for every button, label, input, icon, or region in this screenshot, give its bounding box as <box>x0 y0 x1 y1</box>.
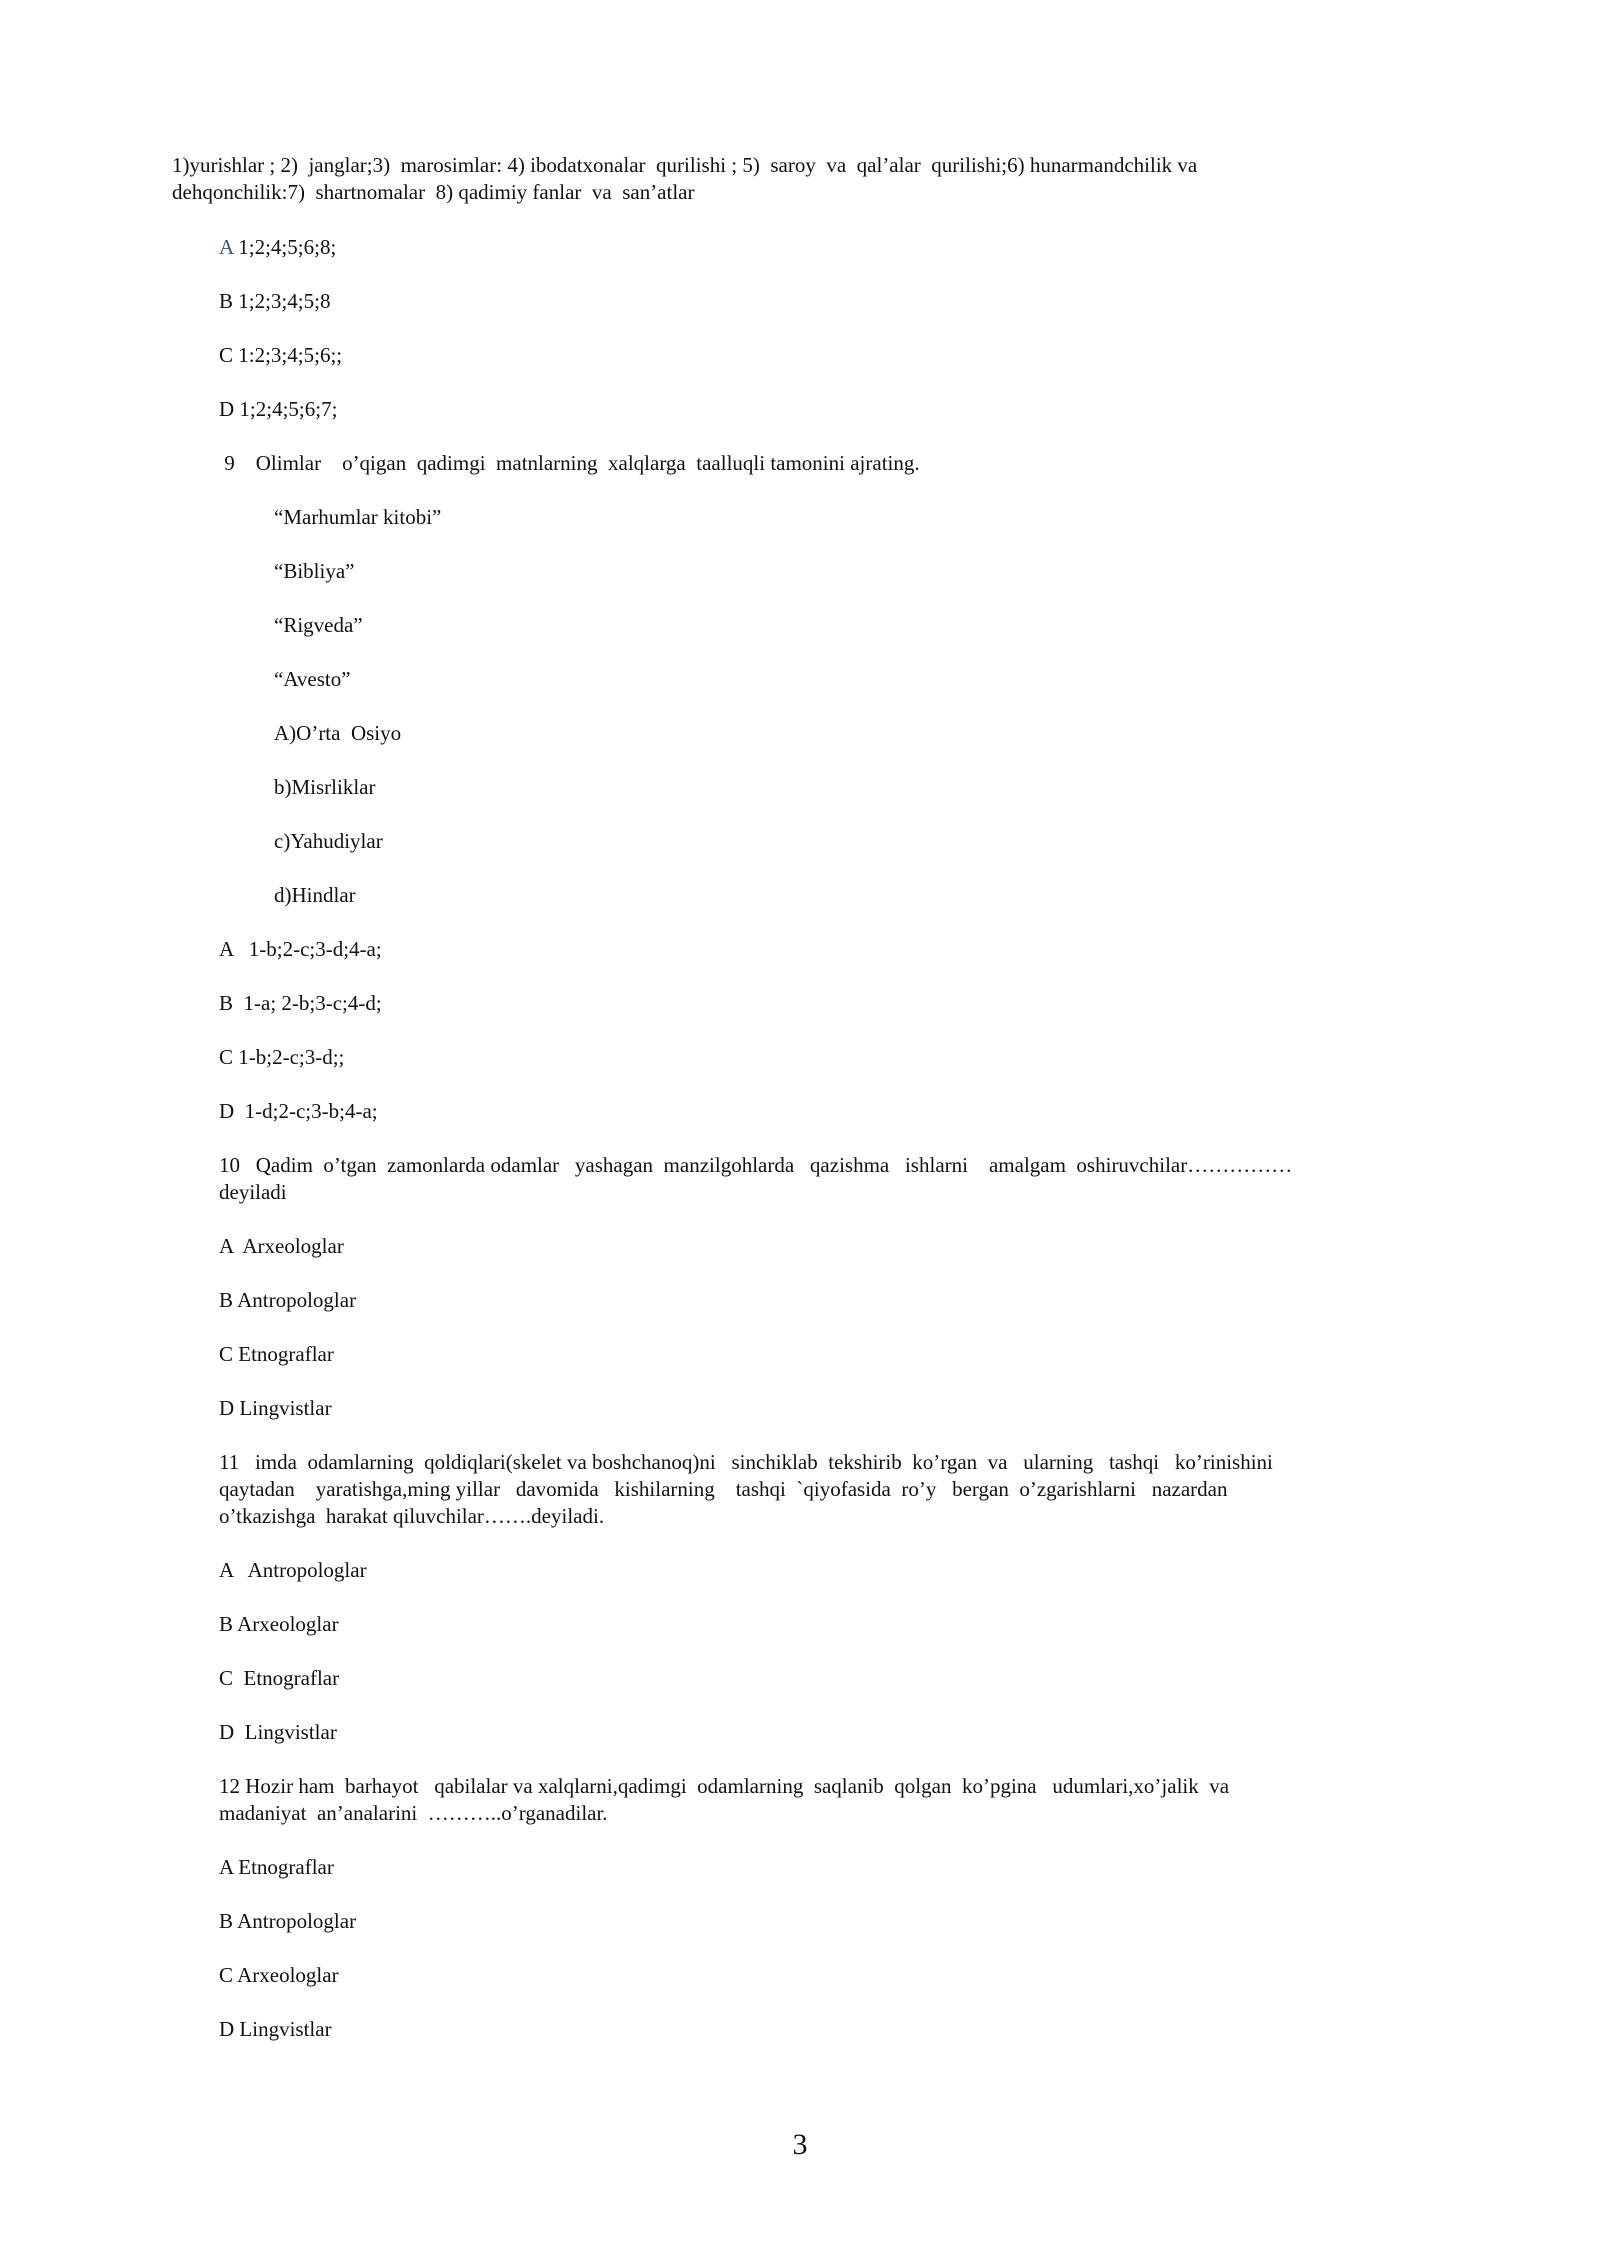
option-text: 1:2;3;4;5;6;; <box>233 343 343 367</box>
q11-option-a: A Antropologlar <box>219 1558 367 1582</box>
q9-question: 9 Olimlar o’qigan qadimgi matnlarning xalqlarga taalluqli tamonini ajrating. <box>219 451 920 475</box>
q10-option-b: B Antropologlar <box>219 1288 357 1312</box>
q10-option-a: A Arxeologlar <box>219 1234 344 1258</box>
option-letter: B <box>219 289 234 313</box>
q11-option-b: B Arxeologlar <box>219 1612 339 1636</box>
q12-option-a: A Etnograflar <box>219 1855 334 1879</box>
q8-option-b <box>219 288 330 315</box>
q11-question-line-1: 11 imda odamlarning qoldiqlari(skelet va boshchanoq)ni sinchiklab tekshirib ko’rgan va ularning tashqi ko’rinishini <box>219 1450 1273 1474</box>
q11-option-c: C Etnograflar <box>219 1666 340 1690</box>
intro-line-1: 1)yurishlar ; 2) janglar;3) marosimlar: 4) ibodatxonalar qurilishi ; 5) saroy va qal’alar qurilishi;6) hunarmandchilik va <box>172 153 1198 177</box>
intro-line-2: dehqonchilik:7) shartnomalar 8) qadimiy fanlar va san’atlar <box>172 180 695 204</box>
q12-option-b: B Antropologlar <box>219 1909 357 1933</box>
q9-people-d: d)Hindlar <box>274 883 356 907</box>
q9-text-4: “Avesto” <box>274 667 351 691</box>
option-text: 1;2;4;5;6;7; <box>234 397 338 421</box>
q11-option-d: D Lingvistlar <box>219 1720 337 1744</box>
q12-option-c: C Arxeologlar <box>219 1963 339 1987</box>
q8-option-a <box>219 234 336 261</box>
q12-question-line-1: 12 Hozir ham barhayot qabilalar va xalqlarni,qadimgi odamlarning saqlanib qolgan ko’pgina udumlari,xo’jalik va <box>219 1774 1230 1798</box>
option-text: 1;2;3;4;5;8 <box>233 289 331 313</box>
q9-option-c: C 1-b;2-c;3-d;; <box>219 1045 345 1069</box>
q9-people-a: A)O’rta Osiyo <box>274 721 402 745</box>
q10-question-line-1: 10 Qadim o’tgan zamonlarda odamlar yashagan manzilgohlarda qazishma ishlarni amalgam oshiruvchilar…………… <box>219 1153 1293 1177</box>
q9-text-3: “Rigveda” <box>274 613 363 637</box>
q8-option-d <box>219 396 337 423</box>
option-letter: A <box>219 235 234 259</box>
q8-option-c <box>219 342 342 369</box>
q9-option-d: D 1-d;2-c;3-b;4-a; <box>219 1099 378 1123</box>
q10-question-line-2: deyiladi <box>219 1180 287 1204</box>
q9-people-b: b)Misrliklar <box>274 775 376 799</box>
q11-question-line-2: qaytadan yaratishga,ming yillar davomida kishilarning tashqi `qiyofasida ro’y bergan o’zgarishlarni nazardan <box>219 1477 1228 1501</box>
q12-option-d: D Lingvistlar <box>219 2017 332 2041</box>
q9-option-a: A 1-b;2-c;3-d;4-a; <box>219 937 382 961</box>
q10-option-c: C Etnograflar <box>219 1342 334 1366</box>
option-letter: C <box>219 343 234 367</box>
q9-text-2: “Bibliya” <box>274 559 355 583</box>
q9-text-1: “Marhumlar kitobi” <box>274 505 442 529</box>
option-text: 1;2;4;5;6;8; <box>233 235 337 259</box>
q10-option-d: D Lingvistlar <box>219 1396 332 1420</box>
q9-option-b: B 1-a; 2-b;3-c;4-d; <box>219 991 382 1015</box>
q9-people-c: c)Yahudiylar <box>274 829 383 853</box>
option-letter: D <box>219 397 235 421</box>
q11-question-line-3: o’tkazishga harakat qiluvchilar…….deyiladi. <box>219 1504 605 1528</box>
page-number: 3 <box>792 2128 808 2161</box>
q12-question-line-2: madaniyat an’analarini ………..o’rganadilar. <box>219 1801 608 1825</box>
